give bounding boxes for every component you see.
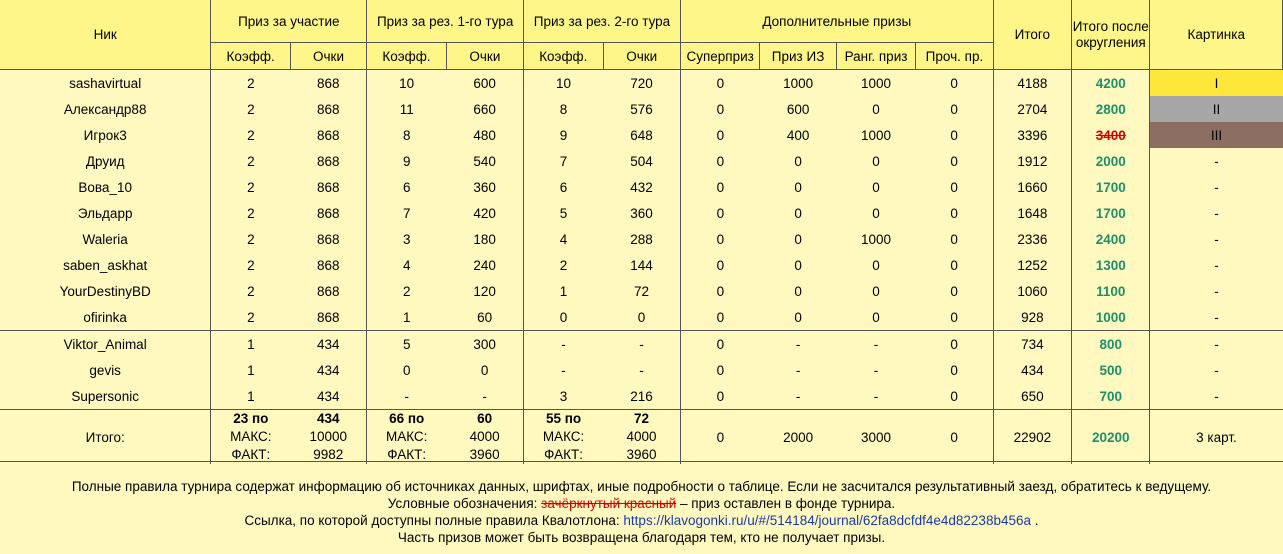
cell-other: 0	[916, 200, 993, 226]
cell-c2: 3	[402, 231, 411, 247]
cell-sp: 0	[716, 283, 725, 299]
totals-p1-fact: 9982	[313, 447, 344, 462]
totals-label-cell	[0, 410, 211, 465]
table-row	[0, 331, 1283, 358]
totals-p1-top: 434	[317, 411, 340, 426]
totals-c1-fact: ФАКТ:	[231, 447, 271, 462]
cell-pic: -	[1214, 179, 1219, 195]
cell-total: 734	[993, 331, 1071, 358]
cell-iz: -	[760, 331, 836, 358]
cell-c3: 8	[559, 101, 568, 117]
cell-p1: 868	[290, 226, 366, 252]
cell-pic: -	[1214, 309, 1219, 325]
cell-p1: 868	[290, 122, 366, 148]
cell-p1: 868	[290, 96, 366, 122]
cell-iz: -	[795, 388, 801, 404]
legend-strike-sample: зачёркнутый красный	[541, 496, 677, 511]
totals-iz: 2000	[783, 429, 814, 445]
cell-rank: 0	[872, 283, 880, 299]
header-prize-iz: Приз ИЗ	[760, 43, 836, 70]
cell-sp: 0	[716, 75, 725, 91]
cell-total: 4188	[993, 70, 1071, 97]
cell-rounded: 1000	[1072, 304, 1150, 331]
cell-iz: 400	[786, 127, 810, 143]
totals-p2	[446, 410, 523, 465]
cell-iz: 0	[794, 309, 802, 325]
cell-p2: 240	[446, 252, 523, 278]
totals-pic: 3 карт.	[1196, 429, 1237, 445]
cell-rank: 1000	[860, 75, 892, 91]
cell-nick: ofirinka	[0, 304, 211, 331]
totals-iz-cell	[760, 410, 836, 465]
cell-p2: 420	[446, 200, 523, 226]
cell-c1: 2	[247, 101, 255, 117]
cell-p3: 648	[603, 122, 680, 148]
cell-p2: 600	[446, 70, 523, 97]
totals-other-cell	[916, 410, 993, 465]
cell-c2: 7	[402, 205, 411, 221]
totals-p3-max: 4000	[626, 429, 657, 444]
cell-pic: -	[1214, 362, 1219, 378]
cell-p2: 0	[446, 357, 523, 383]
cell-c1: 2	[247, 205, 255, 221]
cell-other: 0	[916, 96, 993, 122]
cell-other: 0	[916, 304, 993, 331]
header-extra: Дополнительные призы	[680, 0, 993, 43]
table-row	[0, 70, 1283, 97]
totals-c1	[211, 410, 290, 465]
totals-c2	[367, 410, 446, 465]
cell-other: 0	[916, 70, 993, 97]
cell-sp: 0	[716, 205, 725, 221]
cell-c3: -	[524, 331, 603, 358]
cell-other: 0	[916, 278, 993, 304]
cell-pic: -	[1214, 388, 1219, 404]
cell-rounded: 700	[1072, 383, 1150, 410]
cell-pic: -	[1214, 231, 1219, 247]
cell-c3: 3	[559, 388, 568, 404]
cell-rounded: 2400	[1072, 226, 1150, 252]
cell-sp: 0	[716, 231, 725, 247]
cell-rounded: 1700	[1072, 200, 1150, 226]
cell-p1: 868	[290, 70, 366, 97]
cell-iz: 0	[794, 205, 802, 221]
cell-p1: 868	[290, 200, 366, 226]
cell-rounded: 1300	[1072, 252, 1150, 278]
cell-c2: 0	[402, 362, 411, 378]
totals-c1-top: 23 по	[233, 411, 269, 426]
footer	[0, 461, 1283, 554]
table-row	[0, 383, 1283, 410]
cell-nick: gevis	[0, 357, 211, 383]
header-points: Очки	[603, 43, 680, 70]
cell-sp: 0	[716, 179, 725, 195]
cell-pic: -	[1214, 257, 1219, 273]
cell-p3: 360	[603, 200, 680, 226]
cell-c3: 9	[559, 127, 568, 143]
totals-p1	[290, 410, 366, 465]
cell-rank: 0	[872, 257, 880, 273]
totals-total: 22902	[1013, 429, 1052, 445]
cell-p3: 0	[603, 304, 680, 331]
cell-c3: 6	[559, 179, 568, 195]
header-coef: Коэфф.	[367, 43, 446, 70]
totals-c2-fact: ФАКТ:	[387, 447, 427, 462]
rules-link[interactable]: https://klavogonki.ru/u/#/514184/journal/62fa8dcfdf4e4d82238b456a	[623, 513, 1031, 528]
header-total-rounded: Итого после округления	[1072, 0, 1150, 70]
totals-c3-fact: ФАКТ:	[544, 447, 583, 462]
cell-other: 0	[916, 122, 993, 148]
cell-pic: -	[1214, 153, 1219, 169]
cell-c3: 10	[556, 75, 572, 91]
cell-p1: 868	[290, 304, 366, 331]
cell-c2: 2	[402, 283, 411, 299]
cell-c1: 1	[211, 331, 290, 358]
cell-total: 3396	[993, 122, 1071, 148]
table-row	[0, 252, 1283, 278]
cell-p3: 72	[603, 278, 680, 304]
cell-pic: -	[1214, 205, 1219, 221]
cell-c2: 5	[367, 331, 446, 358]
cell-rounded: 3400	[1072, 122, 1150, 148]
cell-c3: 5	[559, 205, 568, 221]
cell-p1: 868	[290, 148, 366, 174]
cell-total: 1912	[993, 148, 1071, 174]
cell-c3: 1	[559, 283, 568, 299]
cell-c1: 2	[247, 309, 255, 325]
cell-rounded: 500	[1072, 357, 1150, 383]
cell-c1: 1	[247, 362, 255, 378]
table-row	[0, 200, 1283, 226]
cell-c3: 7	[559, 153, 568, 169]
table-row	[0, 122, 1283, 148]
totals-sp: 0	[716, 429, 725, 445]
cell-c1: 2	[247, 283, 255, 299]
cell-c2: 6	[402, 179, 411, 195]
cell-nick: Viktor_Animal	[0, 331, 211, 358]
cell-iz: 600	[786, 101, 810, 117]
totals-c3-max: МАКС:	[542, 429, 585, 444]
cell-iz: 0	[794, 153, 802, 169]
cell-rank: -	[836, 331, 915, 358]
cell-iz: 1000	[783, 75, 814, 91]
cell-sp: 0	[716, 153, 725, 169]
cell-nick: Supersonic	[0, 383, 211, 410]
cell-c3: 4	[559, 231, 568, 247]
legend-suffix: – приз оставлен в фонде турнира.	[676, 496, 896, 511]
totals-rounded-cell	[1072, 410, 1150, 465]
cell-nick: Эльдарр	[0, 200, 211, 226]
cell-p2: 360	[446, 174, 523, 200]
cell-other: 0	[916, 252, 993, 278]
header-coef: Коэфф.	[524, 43, 603, 70]
cell-iz: 0	[794, 257, 802, 273]
cell-sp: 0	[716, 388, 725, 404]
table-row	[0, 226, 1283, 252]
totals-p1-max: 10000	[309, 429, 348, 444]
totals-c3-top: 55 по	[545, 411, 582, 426]
cell-other: 0	[916, 331, 993, 358]
cell-other: 0	[916, 226, 993, 252]
cell-p1: 868	[290, 174, 366, 200]
totals-p2-max: 4000	[469, 429, 500, 444]
totals-p3	[603, 410, 680, 465]
cell-p2: 120	[446, 278, 523, 304]
cell-rank: 0	[872, 153, 880, 169]
totals-rank-cell	[836, 410, 915, 465]
cell-p1: 868	[290, 278, 366, 304]
cell-p2: 180	[446, 226, 523, 252]
cell-p1: 868	[290, 252, 366, 278]
cell-total: 2336	[993, 226, 1071, 252]
cell-rank: -	[873, 388, 879, 404]
header-total: Итого	[993, 0, 1071, 70]
totals-total-cell	[993, 410, 1071, 465]
cell-rounded: 1700	[1072, 174, 1150, 200]
cell-c1: 2	[247, 257, 255, 273]
header-round2: Приз за рез. 2-го тура	[524, 0, 681, 43]
cell-rounded: 1100	[1072, 278, 1150, 304]
cell-nick: sashavirtual	[0, 70, 211, 97]
cell-nick: Александр88	[0, 96, 211, 122]
cell-iz: -	[795, 362, 801, 378]
cell-c2: 4	[402, 257, 411, 273]
cell-c1: 2	[247, 75, 255, 91]
cell-total: 1252	[993, 252, 1071, 278]
cell-p2: 60	[446, 304, 523, 331]
cell-total: 1060	[993, 278, 1071, 304]
cell-c2: 10	[399, 75, 415, 91]
cell-nick: Друид	[0, 148, 211, 174]
header-rank: Ранг. приз	[836, 43, 915, 70]
cell-c2: 11	[399, 101, 414, 117]
table-row	[0, 304, 1283, 331]
cell-c3: 0	[559, 309, 568, 325]
cell-iz: 0	[794, 179, 802, 195]
totals-c2-max: МАКС:	[385, 429, 428, 444]
cell-sp: 0	[716, 127, 725, 143]
cell-total: 2704	[993, 96, 1071, 122]
cell-p3: 144	[603, 252, 680, 278]
footer-return-note: Часть призов может быть возвращена благодаря тем, кто не получает призы.	[397, 530, 886, 545]
totals-p2-fact: 3960	[469, 447, 500, 462]
cell-nick: Вова_10	[0, 174, 211, 200]
cell-rounded: 2800	[1072, 96, 1150, 122]
cell-total: 928	[993, 304, 1071, 331]
cell-p3: -	[603, 357, 680, 383]
totals-p3-top: 72	[633, 411, 649, 426]
cell-pic: III	[1150, 122, 1283, 148]
cell-c2: 9	[402, 153, 411, 169]
cell-c1: 2	[247, 179, 255, 195]
cell-pic: -	[1150, 331, 1283, 358]
cell-p3: 576	[603, 96, 680, 122]
cell-p3: 216	[603, 383, 680, 410]
cell-p3: -	[603, 331, 680, 358]
header-participation: Приз за участие	[211, 0, 367, 43]
cell-c2: -	[404, 388, 409, 404]
header-super: Суперприз	[680, 43, 759, 70]
table-row	[0, 357, 1283, 383]
cell-pic: I	[1150, 70, 1283, 97]
link-suffix: .	[1031, 513, 1039, 528]
cell-nick: saben_askhat	[0, 252, 211, 278]
cell-p1: 434	[290, 357, 366, 383]
cell-total: 1648	[993, 200, 1071, 226]
cell-p3: 504	[603, 148, 680, 174]
cell-rank: 0	[872, 101, 880, 117]
cell-other: 0	[916, 383, 993, 410]
cell-c1: 2	[247, 127, 255, 143]
cell-p3: 432	[603, 174, 680, 200]
totals-p2-top: 60	[477, 411, 493, 426]
cell-c1: 1	[247, 388, 255, 404]
cell-c1: 2	[247, 153, 255, 169]
table-row	[0, 148, 1283, 174]
cell-iz: 0	[794, 283, 802, 299]
cell-p3: 720	[603, 70, 680, 97]
cell-p3: 288	[603, 226, 680, 252]
totals-pic-cell	[1150, 410, 1283, 465]
cell-sp: 0	[716, 257, 725, 273]
header-picture: Картинка	[1150, 0, 1283, 70]
header-nick: Ник	[0, 0, 211, 70]
cell-c2: 8	[402, 127, 411, 143]
totals-c1-max: МАКС:	[230, 429, 272, 444]
header-round1: Приз за рез. 1-го тура	[367, 0, 524, 43]
header-points: Очки	[290, 43, 366, 70]
cell-c2: 1	[402, 309, 411, 325]
cell-p2: 540	[446, 148, 523, 174]
cell-sp: 0	[716, 362, 725, 378]
footer-legend	[0, 495, 1283, 512]
table-row	[0, 96, 1283, 122]
cell-sp: 0	[680, 331, 759, 358]
header-other: Проч. пр.	[916, 43, 993, 70]
cell-rank: 0	[872, 309, 880, 325]
cell-rounded: 4200	[1072, 70, 1150, 97]
cell-other: 0	[916, 174, 993, 200]
cell-p2: 480	[446, 122, 523, 148]
cell-sp: 0	[716, 309, 725, 325]
cell-p1: 434	[290, 383, 366, 410]
cell-nick: Игрок3	[0, 122, 211, 148]
cell-other: 0	[916, 148, 993, 174]
cell-c3: 2	[559, 257, 568, 273]
totals-p3-fact: 3960	[626, 447, 657, 462]
table-row	[0, 278, 1283, 304]
cell-iz: 0	[794, 231, 802, 247]
cell-p2: 300	[446, 331, 523, 358]
cell-pic: II	[1150, 96, 1283, 122]
cell-rank: 0	[872, 205, 880, 221]
cell-total: 1660	[993, 174, 1071, 200]
cell-sp: 0	[716, 101, 725, 117]
footer-rules-note: Полные правила турнира содержат информацию об источниках данных, шрифтах, иные подробности о таблице. Если не засчитался результативный заезд, обратитесь к ведущему.	[71, 479, 1212, 494]
totals-label: Итого:	[85, 429, 125, 445]
table-row	[0, 174, 1283, 200]
cell-rank: -	[873, 362, 879, 378]
totals-row	[0, 410, 1283, 465]
cell-total: 650	[993, 383, 1071, 410]
cell-rank: 1000	[860, 127, 892, 143]
cell-pic: -	[1214, 283, 1219, 299]
footer-link-line	[0, 512, 1283, 529]
cell-rounded: 800	[1072, 331, 1150, 358]
totals-c2-top: 66 по	[389, 411, 425, 426]
link-prefix: Ссылка, по которой доступны полные правила Квалотлона:	[244, 513, 624, 528]
cell-rank: 1000	[860, 231, 892, 247]
cell-total: 434	[993, 357, 1071, 383]
totals-rounded: 20200	[1092, 429, 1130, 445]
cell-c1: 2	[247, 231, 255, 247]
cell-p1: 434	[290, 331, 366, 358]
cell-rounded: 2000	[1072, 148, 1150, 174]
cell-p2: 660	[446, 96, 523, 122]
cell-rank: 0	[872, 179, 880, 195]
totals-other: 0	[950, 429, 958, 445]
cell-nick: YourDestinyBD	[0, 278, 211, 304]
legend-prefix: Условные обозначения:	[387, 496, 542, 511]
totals-c3	[524, 410, 603, 465]
cell-c3: -	[561, 362, 566, 378]
totals-rank: 3000	[860, 429, 892, 445]
cell-p2: -	[446, 383, 523, 410]
totals-sp-cell	[680, 410, 759, 465]
cell-nick: Waleria	[0, 226, 211, 252]
cell-other: 0	[916, 357, 993, 383]
header-coef: Коэфф.	[211, 43, 290, 70]
header-points: Очки	[446, 43, 523, 70]
